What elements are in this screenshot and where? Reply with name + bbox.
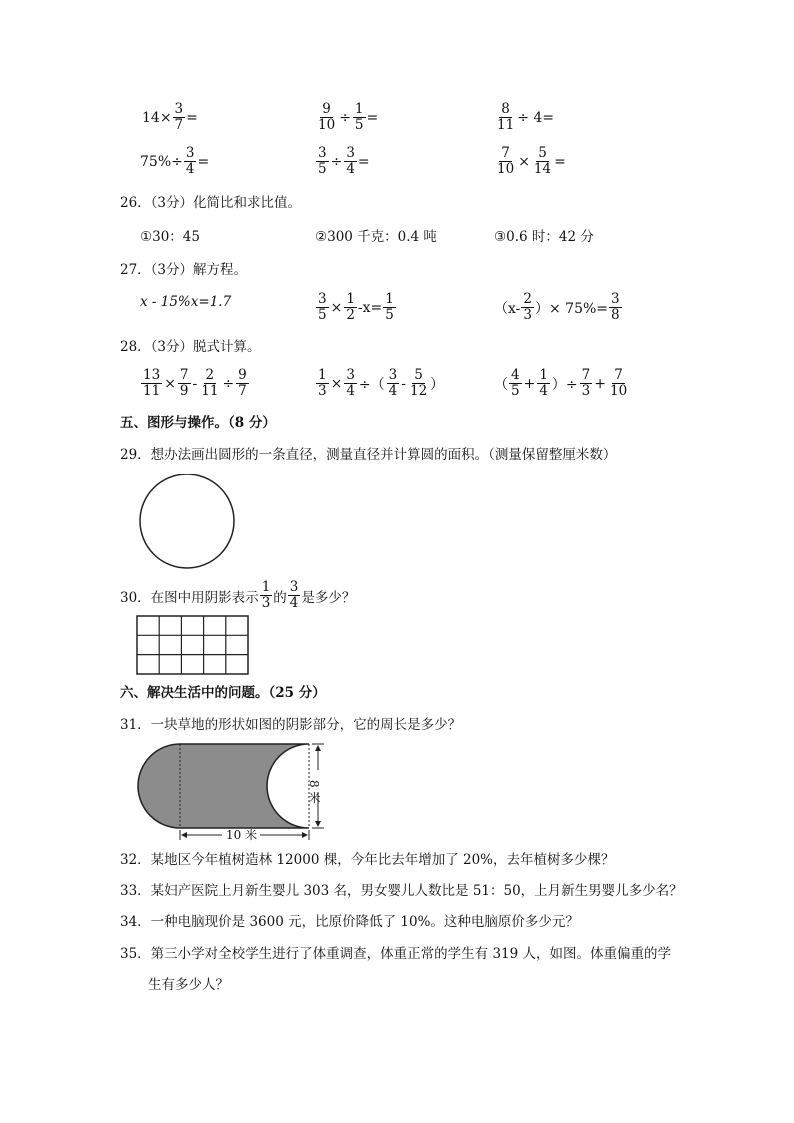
operator: ÷ 4=: [517, 109, 555, 126]
ratio-item-3: ③0.6 时：42 分: [494, 229, 594, 245]
equals: =: [357, 153, 370, 170]
width-label: 10 米: [226, 828, 258, 842]
fraction: $\frac{1}{2}$: [346, 291, 355, 323]
circle-figure: [134, 474, 240, 570]
fraction: $\frac{13}{11}$: [143, 367, 161, 399]
expression-3: [494, 368, 630, 399]
fraction: $\frac{1}{4}$: [539, 367, 548, 399]
fraction: $\frac{7}{10}$: [497, 145, 515, 177]
question-27-title: 27．（3分）解方程。: [120, 262, 248, 278]
question-28-title: 28．（3分）脱式计算。: [120, 339, 261, 355]
calc-4-prefix: 75%÷: [140, 153, 183, 170]
question-34: 34．一种电脑现价是 3600 元，比原价降低了 10%。这种电脑原价多少元？: [120, 914, 579, 930]
operator: ）: [430, 376, 445, 393]
operator: ÷: [222, 375, 235, 392]
shaded-region: [138, 744, 309, 828]
equation-3: [494, 292, 623, 323]
question-35-line-2: 生有多少人？: [148, 977, 229, 993]
fraction: $\frac{2}{3}$: [523, 291, 532, 323]
arrow-left-icon: [181, 832, 187, 838]
operator: ÷: [339, 109, 351, 126]
ratio-item-2: ②300 千克：0.4 吨: [315, 229, 437, 245]
operator: +: [523, 375, 536, 392]
equals: =: [197, 153, 210, 170]
fraction: $\frac{7}{9}$: [179, 367, 189, 399]
operator: ×: [330, 299, 343, 316]
calc-3: [494, 102, 554, 133]
operator: ×: [518, 153, 530, 170]
operator: +: [594, 375, 606, 392]
equals: =: [186, 109, 198, 126]
calc-1: [142, 102, 198, 133]
operator: ÷（: [358, 376, 385, 393]
question-30: [120, 580, 355, 611]
arrow-down-icon: [315, 821, 321, 827]
question-30-text: 30．在图中用阴影表示: [120, 589, 259, 606]
operator: ×: [164, 375, 176, 392]
calc-2: [315, 102, 378, 133]
operator: （: [494, 376, 508, 393]
fraction: $\frac{7}{3}$: [581, 367, 591, 399]
fraction: $\frac{1}{3}$: [318, 367, 327, 399]
operator: ×: [330, 375, 343, 392]
fraction: $\frac{1}{5}$: [354, 101, 364, 133]
operator: -: [192, 375, 198, 392]
question-26-title: 26．（3分）化简比和求比值。: [120, 195, 302, 211]
question-35-line-1: 35．第三小学对全校学生进行了体重调查，体重正常的学生有 319 人，如图。体重偏重的学: [120, 946, 672, 962]
arrow-right-icon: [302, 832, 308, 838]
fraction: $\frac{5}{12}$: [409, 367, 428, 399]
operator: -x=: [357, 299, 383, 316]
height-label: 8 米: [307, 780, 321, 804]
operator: ）× 75%=: [534, 300, 609, 317]
fraction: $\frac{1}{3}$: [261, 579, 271, 611]
fraction: $\frac{5}{14}$: [533, 145, 552, 177]
question-31: 31．一块草地的形状如图的阴影部分，它的周长是多少？: [120, 717, 462, 733]
section-5-heading: 五、图形与操作。（8 分）: [120, 415, 276, 431]
equation-2: [315, 292, 397, 323]
fraction: $\frac{9}{7}$: [238, 367, 247, 399]
calc-4: [140, 146, 209, 177]
equals: =: [366, 109, 379, 126]
operator: ÷: [330, 153, 343, 170]
ratio-item-1: ①30：45: [140, 229, 200, 245]
fraction: $\frac{7}{10}$: [609, 367, 628, 399]
fraction: $\frac{3}{5}$: [318, 145, 327, 177]
lawn-figure: [134, 740, 340, 846]
fraction: $\frac{3}{4}$: [346, 145, 355, 177]
fraction: $\frac{9}{10}$: [318, 101, 336, 133]
operator: ）÷: [551, 376, 578, 393]
arrow-up-icon: [315, 745, 321, 751]
operator: （x-: [494, 300, 521, 317]
question-32: 32．某地区今年植树造林 12000 棵，今年比去年增加了 20%，去年植树多少棵？: [120, 852, 615, 868]
expression-2: [315, 368, 444, 399]
fraction: $\frac{1}{5}$: [385, 291, 394, 323]
grid-figure: [136, 615, 250, 677]
fraction: $\frac{8}{11}$: [497, 101, 515, 133]
fraction: $\frac{3}{5}$: [318, 291, 327, 323]
expression-1: [140, 368, 250, 399]
circle-shape: [140, 474, 234, 568]
fraction: $\frac{3}{8}$: [611, 291, 620, 323]
question-30-text: 的: [273, 589, 287, 606]
question-33: 33．某妇产医院上月新生婴儿 303 名，男女婴儿人数比是 51：50，上月新生男婴儿多少名？: [120, 883, 683, 899]
fraction: $\frac{3}{7}$: [174, 101, 184, 133]
fraction: $\frac{3}{4}$: [388, 367, 398, 399]
fraction: $\frac{2}{11}$: [201, 367, 219, 399]
calc-1-prefix: 14×: [142, 109, 172, 126]
calc-5: [315, 146, 370, 177]
equation-1: x - 15%x=1.7: [140, 294, 232, 310]
question-29: 29．想办法画出圆形的一条直径，测量直径并计算圆的面积。（测量保留整厘米数）: [120, 447, 617, 463]
question-30-text: 是多少？: [301, 589, 356, 606]
grid-border: [137, 616, 248, 674]
fraction: $\frac{4}{5}$: [511, 367, 520, 399]
equals: =: [554, 153, 566, 170]
operator: -: [401, 375, 406, 392]
fraction: $\frac{3}{4}$: [185, 145, 195, 177]
fraction: $\frac{3}{4}$: [289, 579, 299, 611]
fraction: $\frac{3}{4}$: [346, 367, 355, 399]
section-6-heading: 六、解决生活中的问题。（25 分）: [120, 685, 326, 701]
calc-6: [494, 146, 566, 177]
